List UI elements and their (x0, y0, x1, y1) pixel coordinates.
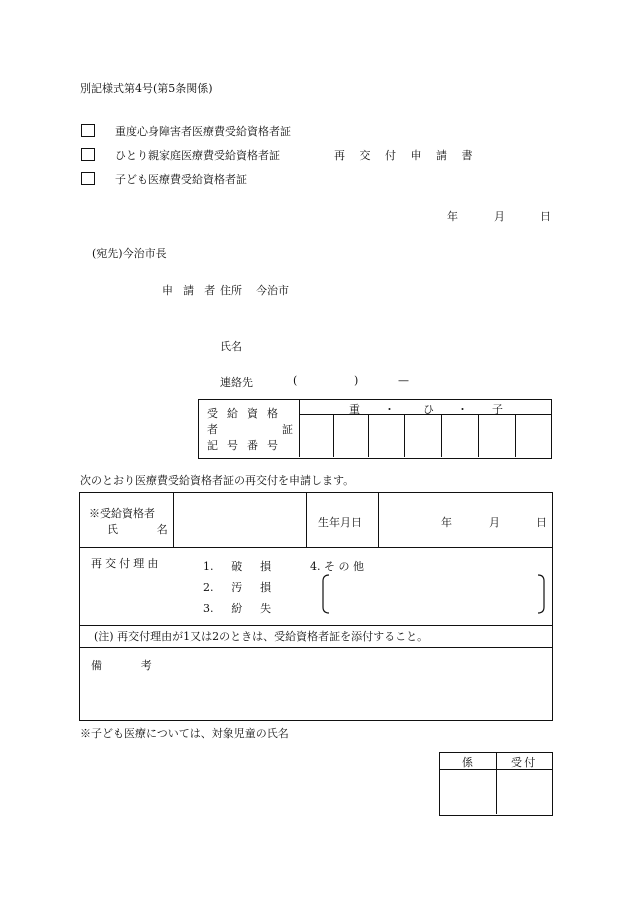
cert-type-child: 子 (492, 403, 503, 416)
address-label: 住所 (220, 284, 242, 297)
receipt-label: 受付 (511, 756, 538, 769)
cert-digit-divider (368, 414, 369, 457)
contact-paren-open: ( (293, 374, 298, 387)
addressee: (宛先)今治市長 (92, 247, 167, 260)
option-label-child: 子ども医療費受給資格者証 (115, 173, 247, 186)
intro-text: 次のとおり医療費受給資格者証の再交付を申請します。 (80, 474, 355, 487)
recipient-label-line1: ※受給資格者 (89, 507, 155, 520)
document-title: 再 交 付 申 請 書 (334, 149, 478, 162)
remarks-field[interactable] (160, 655, 546, 715)
office-divider (496, 753, 497, 814)
option-label-single-parent: ひとり親家庭医療費受給資格者証 (115, 149, 280, 162)
cert-type-single-parent: ひ (423, 403, 434, 416)
address-value: 今治市 (256, 284, 289, 297)
cert-label-line1: 受 給 資 格 (207, 407, 281, 420)
staff-label: 係 (462, 756, 473, 769)
birth-month-label: 月 (489, 516, 500, 529)
cert-label-line3: 記 号 番 号 (207, 439, 281, 452)
row1-divider (378, 493, 379, 547)
row1-divider (173, 493, 174, 547)
row1-bottom-line (80, 547, 552, 548)
office-use-table (439, 752, 553, 816)
footnote: ※子ども医療については、対象児童の氏名 (80, 727, 289, 740)
reason-option-soiled[interactable]: 2. 汚 損 (203, 581, 272, 594)
other-reason-bracket[interactable] (321, 573, 546, 615)
birth-year-label: 年 (441, 516, 452, 529)
contact-paren-close: ) (354, 374, 359, 387)
form-number: 別記様式第4号(第5条関係) (80, 82, 213, 95)
date-day-label: 日 (540, 210, 551, 223)
cert-digit-divider (404, 414, 405, 457)
cert-digit-divider (515, 414, 516, 457)
cert-table-divider (299, 400, 300, 457)
attachment-note: (注) 再交付理由が1又は2のときは、受給資格者証を添付すること。 (94, 630, 429, 643)
option-label-disability: 重度心身障害者医療費受給資格者証 (115, 125, 291, 138)
birthdate-label: 生年月日 (318, 516, 362, 529)
application-table (79, 492, 553, 721)
row1-divider (306, 493, 307, 547)
checkbox-disability-certificate[interactable] (81, 124, 95, 137)
date-month-label: 月 (494, 210, 505, 223)
cert-label-line2-left: 者 (207, 423, 218, 436)
cert-type-separator: ・ (457, 403, 468, 416)
cert-label-line2-right: 証 (282, 423, 293, 436)
name-label: 氏名 (220, 340, 242, 353)
reason-option-damage[interactable]: 1. 破 損 (203, 560, 272, 573)
checkbox-single-parent-certificate[interactable] (81, 148, 95, 161)
birth-day-label: 日 (536, 516, 547, 529)
applicant-heading: 申 請 者 (162, 284, 219, 297)
remarks-label: 備 考 (91, 659, 170, 672)
cert-digit-divider (441, 414, 442, 457)
recipient-label-line2: 氏 名 (107, 523, 186, 536)
checkbox-child-certificate[interactable] (81, 172, 95, 185)
row3-bottom-line (80, 647, 552, 648)
cert-digit-divider (478, 414, 479, 457)
contact-label: 連絡先 (220, 376, 253, 389)
recipient-name-field[interactable] (176, 499, 304, 543)
contact-dash: — (398, 374, 409, 387)
row2-bottom-line (80, 625, 552, 626)
reason-label: 再交付理由 (91, 557, 162, 570)
reason-option-other[interactable]: 4. そ の 他 (310, 560, 364, 573)
cert-type-disability: 重 (349, 403, 360, 416)
cert-digit-divider (333, 414, 334, 457)
reason-option-lost[interactable]: 3. 紛 失 (203, 602, 272, 615)
certificate-number-table (198, 399, 552, 459)
cert-type-separator: ・ (384, 403, 395, 416)
date-year-label: 年 (447, 210, 458, 223)
